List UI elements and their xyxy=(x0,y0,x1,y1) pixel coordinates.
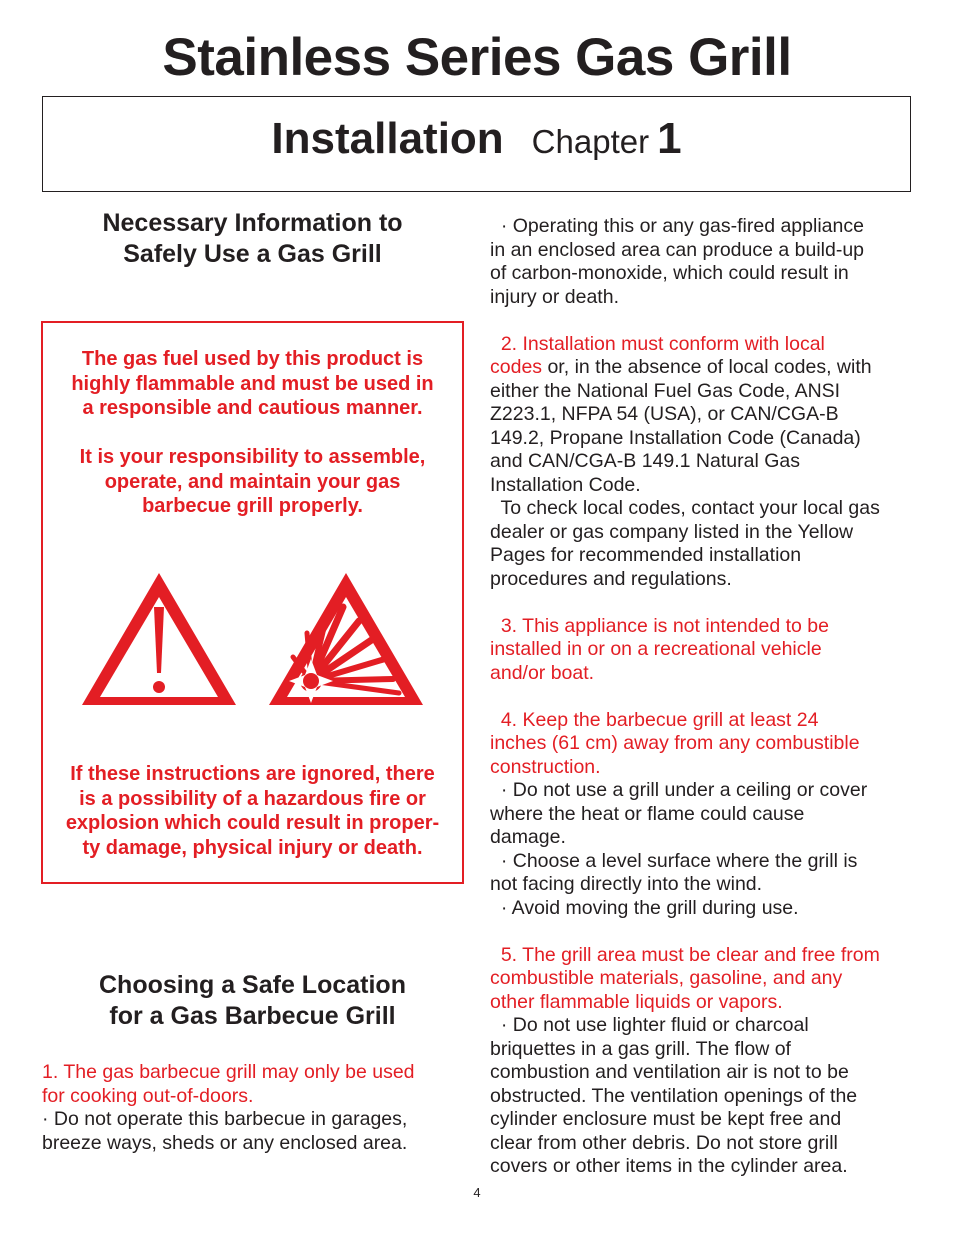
text-span-red: codes xyxy=(490,356,543,378)
section-heading-safe-location xyxy=(42,970,463,1032)
rule-item-5 xyxy=(490,944,918,1015)
text-line: injury or death. xyxy=(490,285,619,308)
section-heading-necessary-info xyxy=(42,208,463,270)
rule-item-4 xyxy=(490,709,918,780)
chapter-header-box xyxy=(42,96,911,192)
warning-line: barbecue grill properly. xyxy=(142,495,363,517)
text-line: clear from other debris. Do not store grill xyxy=(490,1131,838,1154)
text-line: in an enclosed area can produce a build-up xyxy=(490,238,865,261)
chapter-title: Installation xyxy=(271,114,504,163)
chapter-number: 1 xyxy=(657,114,682,163)
warning-line: highly flammable and must be used in xyxy=(71,372,434,395)
text-line: damage. xyxy=(490,826,566,848)
warning-line: is a possibility of a hazardous fire or xyxy=(79,787,426,810)
text-line: and/or boat. xyxy=(490,661,595,684)
warning-line: explosion which could result in proper- xyxy=(65,812,440,834)
heading-line: Choosing a Safe Location xyxy=(99,971,406,999)
text-line: combustion and ventilation air is not to be xyxy=(490,1061,849,1083)
safe-location-body xyxy=(42,1061,463,1155)
warning-line: It is your responsibility to assemble, xyxy=(79,446,426,468)
bullet-list xyxy=(490,1014,918,1179)
warning-symbols xyxy=(81,569,426,709)
text-line: either the National Fuel Gas Code, ANSI xyxy=(490,379,841,402)
text-line: Pages for recommended installation xyxy=(490,544,802,566)
text-line: cylinder enclosure must be kept free and xyxy=(490,1108,842,1130)
text-line: inches (61 cm) away from any combustible xyxy=(490,732,860,754)
text-line: 2. Installation must conform with local xyxy=(490,332,825,355)
text-line: 4. Keep the barbecue grill at least 24 xyxy=(490,708,819,731)
text-line: 149.2, Propane Installation Code (Canada) xyxy=(490,426,861,449)
text-line: construction. xyxy=(490,755,601,778)
right-column xyxy=(490,215,918,1179)
text-line: and CAN/CGA-B 149.1 Natural Gas xyxy=(490,450,800,472)
bullet-list xyxy=(490,779,918,920)
text-line: · Avoid moving the grill during use. xyxy=(490,896,799,919)
text-line: Installation Code. xyxy=(490,473,641,496)
text-line: covers or other items in the cylinder area. xyxy=(490,1155,848,1177)
heading-line: for a Gas Barbecue Grill xyxy=(109,1002,396,1030)
text-line: · Choose a level surface where the grill is xyxy=(490,849,858,872)
text-line: installed in or on a recreational vehicle xyxy=(490,638,822,660)
heading-line: Safely Use a Gas Grill xyxy=(123,240,382,268)
text-line: · Do not use lighter fluid or charcoal xyxy=(490,1014,809,1036)
page-number: 4 xyxy=(473,1185,481,1200)
text-line: 3. This appliance is not intended to be xyxy=(490,614,829,637)
text-line: briquettes in a gas grill. The flow of xyxy=(490,1037,791,1060)
exclamation-warning-icon xyxy=(82,573,236,705)
text-line: combustible materials, gasoline, and any xyxy=(490,967,843,989)
text-line: Z223.1, NFPA 54 (USA), or CAN/CGA-B xyxy=(490,403,839,425)
rule-item-3 xyxy=(490,615,918,686)
text-line: · Operating this or any gas-fired appliance xyxy=(490,215,864,237)
heading-line: Necessary Information to xyxy=(102,209,403,237)
warning-line: a responsible and cautious manner. xyxy=(82,397,423,419)
warning-paragraph xyxy=(43,347,462,421)
text-line: breeze ways, sheds or any enclosed area. xyxy=(42,1131,408,1154)
text-line: obstructed. The ventilation openings of the xyxy=(490,1084,858,1107)
text-span: or, in the absence of local codes, with xyxy=(542,356,872,378)
text-line: 1. The gas barbecue grill may only be used xyxy=(42,1061,415,1083)
text-line: procedures and regulations. xyxy=(490,567,732,590)
warning-line: ty damage, physical injury or death. xyxy=(82,836,423,859)
warning-paragraph xyxy=(43,762,462,860)
rule-item-1 xyxy=(42,1061,463,1108)
text-line: · Do not use a grill under a ceiling or cover xyxy=(490,779,868,801)
warning-box xyxy=(41,321,464,884)
warning-paragraph xyxy=(43,445,462,519)
text-line: dealer or gas company listed in the Yellow xyxy=(490,520,854,543)
text-line: of carbon-monoxide, which could result in xyxy=(490,262,849,284)
text-line: · Do not operate this barbecue in garages, xyxy=(42,1108,408,1130)
warning-line: The gas fuel used by this product is xyxy=(81,348,424,370)
text-line: where the heat or flame could cause xyxy=(490,802,805,825)
explosion-warning-icon xyxy=(269,573,423,705)
rule-item-2 xyxy=(490,333,918,592)
chapter-line xyxy=(43,114,910,163)
bullet-item xyxy=(42,1108,463,1155)
text-line: for cooking out-of-doors. xyxy=(42,1084,254,1107)
text-line: 5. The grill area must be clear and free from xyxy=(490,943,880,966)
bullet-item xyxy=(490,215,918,309)
text-line: To check local codes, contact your local gas xyxy=(490,497,880,519)
warning-line: If these instructions are ignored, there xyxy=(70,763,435,785)
warning-line: operate, and maintain your gas xyxy=(104,470,401,493)
text-line: other flammable liquids or vapors. xyxy=(490,990,783,1013)
chapter-word: Chapter xyxy=(531,123,650,160)
page-title: Stainless Series Gas Grill xyxy=(162,28,792,87)
text-line: not facing directly into the wind. xyxy=(490,873,763,895)
